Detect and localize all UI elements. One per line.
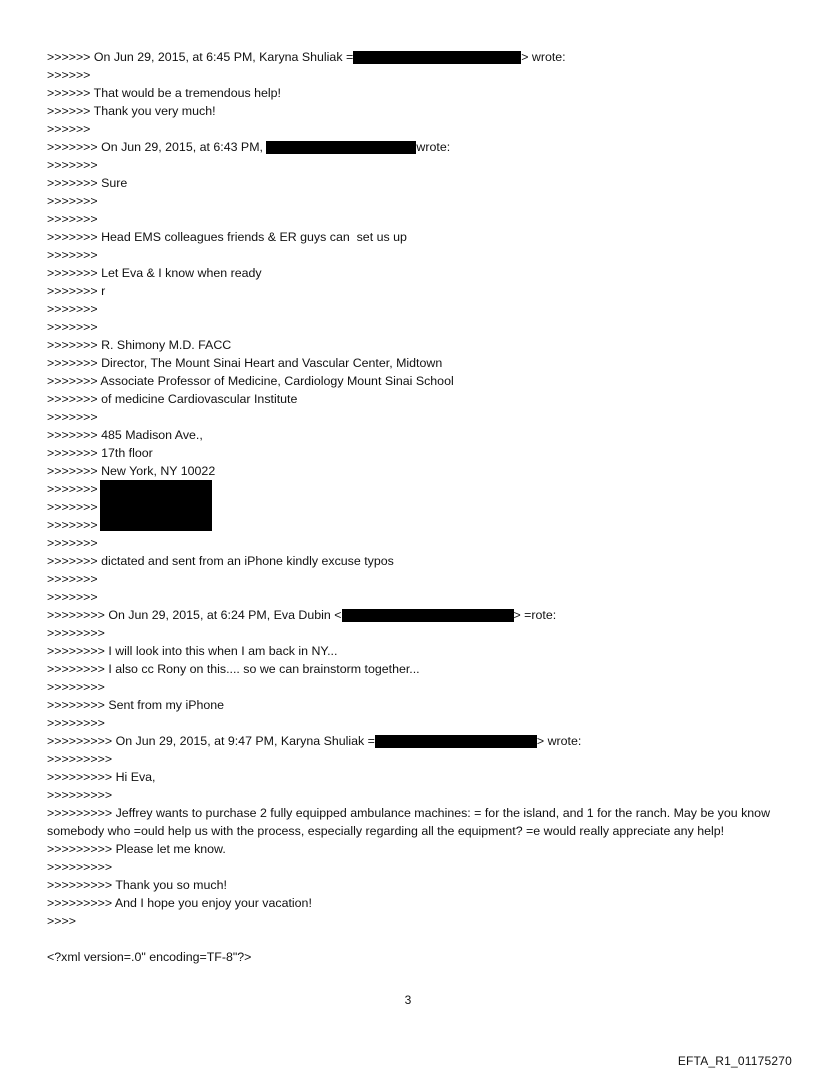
- email-line-text: >>>>>>> r: [47, 284, 106, 298]
- email-line: [47, 210, 777, 228]
- email-line-text: >>>>>>>> I will look into this when I am back in NY...: [47, 644, 338, 658]
- email-line-text: >>>>>>>: [47, 410, 98, 424]
- email-line: [47, 678, 777, 696]
- email-line-text: >>>>>> That would be a tremendous help!: [47, 86, 281, 100]
- email-line: [47, 228, 777, 246]
- email-line-text: >>>>>>>>>: [47, 860, 113, 874]
- email-line: [47, 408, 777, 426]
- email-line-text: > wrote:: [536, 734, 582, 748]
- email-line: [47, 264, 777, 282]
- email-line-text: >>>>>>>: [47, 590, 98, 604]
- email-line: [47, 300, 777, 318]
- email-line-text: >>>>>>>>> On Jun 29, 2015, at 9:47 PM, Karyna Shuliak =: [47, 734, 375, 748]
- email-line: [47, 246, 777, 264]
- email-line-text: >>>>>>>> Sent from my iPhone: [47, 698, 225, 712]
- email-line-text: >>>>>>>: [47, 248, 98, 262]
- email-line: [47, 876, 777, 894]
- email-line-text: >>>>>>> Sure: [47, 176, 128, 190]
- email-line: [47, 642, 777, 660]
- email-line-text: >>>>>>> Associate Professor of Medicine, Cardiology Mount Sinai School: [47, 374, 454, 388]
- email-line-text: >>>>>>>>> Hi Eva,: [47, 770, 156, 784]
- email-line: [47, 102, 777, 120]
- email-line-text: >>>>>>>>: [47, 680, 105, 694]
- email-line: [47, 768, 777, 786]
- email-line-text: >>>>>>> On Jun 29, 2015, at 6:43 PM,: [47, 140, 267, 154]
- email-line-text: >>>>>>>>>: [47, 752, 113, 766]
- redaction-bar: [342, 609, 514, 622]
- email-line-text: >>>>>>>: [47, 518, 98, 532]
- email-line: [47, 48, 777, 66]
- email-line-text: >>>>>>>: [47, 212, 98, 226]
- email-line: [47, 588, 777, 606]
- email-line: [47, 354, 777, 372]
- email-line: [47, 336, 777, 354]
- email-line-text: >>>>>>> dictated and sent from an iPhone kindly excuse typos: [47, 554, 394, 568]
- email-line: [47, 462, 777, 480]
- email-line: [47, 390, 777, 408]
- email-line: [47, 120, 777, 138]
- email-line-text: >>>>>>>: [47, 320, 98, 334]
- email-line: [47, 606, 777, 624]
- email-line: [47, 750, 777, 768]
- redaction-bar: [353, 51, 521, 64]
- email-line: [47, 570, 777, 588]
- email-line: [47, 912, 777, 930]
- email-line: [47, 318, 777, 336]
- email-line-text: <?xml version=.0" encoding=TF-8"?>: [47, 950, 252, 964]
- email-line: [47, 858, 777, 876]
- email-line: [47, 696, 777, 714]
- email-line: [47, 426, 777, 444]
- email-line: [47, 660, 777, 678]
- email-line-text: >>>>>>>: [47, 572, 98, 586]
- email-line-text: >>>>>>> 17th floor: [47, 446, 153, 460]
- email-line-text: >>>>>>>>> Please let me know.: [47, 842, 226, 856]
- redaction-block: [100, 480, 212, 531]
- email-line-text: >>>>>>>: [47, 482, 98, 496]
- email-line: [47, 156, 777, 174]
- email-line-text: >>>>>>>>> Jeffrey wants to purchase 2 fully equipped ambulance machines: = for the island, and 1 for the ranch. May be you know somebody who =ould help us with the process, especially regarding all the equipment? =e would really appreciate any help!: [47, 806, 771, 838]
- email-line: [47, 948, 777, 966]
- page-number: 3: [404, 993, 412, 1007]
- email-line-text: wrote:: [416, 140, 451, 154]
- email-line-text: >>>>>>: [47, 122, 91, 136]
- email-line: [47, 732, 777, 750]
- redaction-bar: [375, 735, 537, 748]
- email-line-text: >>>>: [47, 914, 76, 928]
- email-line: [47, 372, 777, 390]
- email-line-text: >>>>>>: [47, 68, 91, 82]
- email-line: [47, 138, 777, 156]
- email-line: [47, 930, 777, 948]
- email-line-text: >>>>>>> New York, NY 10022: [47, 464, 216, 478]
- redaction-bar: [266, 141, 416, 154]
- email-line-text: >>>>>> On Jun 29, 2015, at 6:45 PM, Karyna Shuliak =: [47, 50, 354, 64]
- email-line: [47, 786, 777, 804]
- email-line-text: >>>>>>> R. Shimony M.D. FACC: [47, 338, 232, 352]
- email-line-text: >>>>>> Thank you very much!: [47, 104, 216, 118]
- email-line-text: >>>>>>>>: [47, 626, 105, 640]
- email-line-text: >>>>>>>> On Jun 29, 2015, at 6:24 PM, Eva Dubin <: [47, 608, 342, 622]
- email-line-text: >>>>>>> Director, The Mount Sinai Heart and Vascular Center, Midtown: [47, 356, 443, 370]
- email-line: [47, 192, 777, 210]
- email-line-text: >>>>>>>: [47, 536, 98, 550]
- email-line-text: > =rote:: [513, 608, 557, 622]
- email-line-text: >>>>>>>: [47, 158, 98, 172]
- email-line-text: >>>>>>>: [47, 500, 98, 514]
- email-line: [47, 534, 777, 552]
- email-line-text: >>>>>>>>>: [47, 788, 113, 802]
- email-line: [47, 174, 777, 192]
- email-line-text: >>>>>>>: [47, 194, 98, 208]
- email-line: [47, 894, 777, 912]
- email-line: [47, 804, 777, 840]
- email-line-text: > wrote:: [521, 50, 566, 64]
- email-line-text: >>>>>>>> I also cc Rony on this.... so we can brainstorm together...: [47, 662, 420, 676]
- email-line-text: >>>>>>> 485 Madison Ave.,: [47, 428, 203, 442]
- email-line: [47, 444, 777, 462]
- email-line-text: >>>>>>>>> Thank you so much!: [47, 878, 227, 892]
- email-line: [47, 840, 777, 858]
- email-line-text: >>>>>>> Let Eva & I know when ready: [47, 266, 262, 280]
- email-line: [47, 282, 777, 300]
- email-line-text: >>>>>>>: [47, 302, 98, 316]
- email-line: [47, 66, 777, 84]
- email-line-text: >>>>>>>>: [47, 716, 105, 730]
- email-line: [47, 714, 777, 732]
- email-line-text: >>>>>>>>> And I hope you enjoy your vacation!: [47, 896, 312, 910]
- email-line: [47, 624, 777, 642]
- document-id: EFTA_R1_01175270: [677, 1054, 792, 1068]
- email-line-text: >>>>>>> Head EMS colleagues friends & ER guys can set us up: [47, 230, 407, 244]
- email-line-text: >>>>>>> of medicine Cardiovascular Institute: [47, 392, 298, 406]
- email-line: [47, 84, 777, 102]
- email-line: [47, 552, 777, 570]
